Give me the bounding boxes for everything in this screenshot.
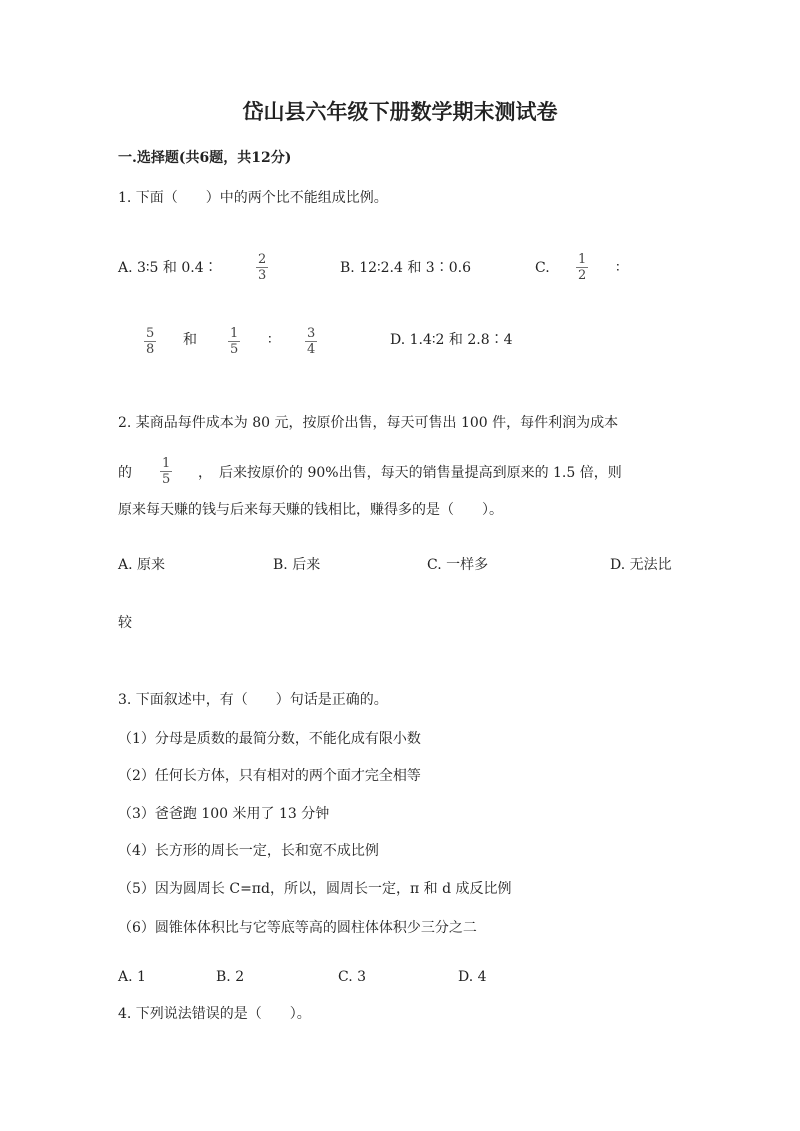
fraction: [256, 252, 268, 283]
denominator: 3: [258, 268, 267, 283]
numerator: 1: [578, 252, 587, 267]
statement-item: （2）任何长方体，只有相对的两个面才完全相等: [118, 768, 421, 784]
q3-option-c: C. 3: [338, 969, 367, 985]
numerator: 1: [230, 326, 239, 341]
q2-option-b: B. 后来: [273, 557, 321, 573]
statement-item: （3）爸爸跑 100 米用了 13 分钟: [118, 806, 330, 822]
q1-option-a: A. 3∶5 和 0.4∶: [118, 260, 218, 276]
colon: ∶: [616, 260, 620, 276]
numerator: 5: [146, 326, 155, 341]
question-1-stem: 1. 下面（ ）中的两个比不能组成比例。: [118, 190, 388, 206]
fraction: [228, 326, 240, 357]
numerator: 3: [307, 326, 316, 341]
fraction: [576, 252, 588, 283]
statement-item: （6）圆锥体体积比与它等底等高的圆柱体体积少三分之二: [118, 920, 477, 936]
q3-option-b: B. 2: [216, 969, 245, 985]
question-2-line-2-prefix: 的: [118, 465, 132, 481]
q1-option-c: C.: [535, 260, 550, 276]
q1-option-b: B. 12∶2.4 和 3∶0.6: [340, 260, 471, 276]
denominator: 2: [578, 268, 587, 283]
question-2-line-1: 2. 某商品每件成本为 80 元，按原价出售，每天可售出 100 件，每件利润为成本: [118, 415, 619, 431]
fraction: [305, 326, 317, 357]
q3-option-a: A. 1: [118, 969, 146, 985]
question-2-line-3: 原来每天赚的钱与后来每天赚的钱相比，赚得多的是（ ）。: [118, 502, 503, 518]
denominator: 5: [162, 472, 171, 487]
denominator: 8: [146, 342, 155, 357]
q3-option-d: D. 4: [458, 969, 487, 985]
q2-option-d: D. 无法比: [610, 557, 672, 573]
statement-item: （1）分母是质数的最简分数，不能化成有限小数: [118, 731, 421, 747]
section-heading: 一.选择题(共6题，共12分): [118, 150, 292, 166]
q2-option-a: A. 原来: [118, 557, 166, 573]
q2-option-d-continued: 较: [118, 615, 132, 631]
numerator: 2: [258, 252, 267, 267]
numerator: 1: [162, 456, 171, 471]
q1-option-d: D. 1.4∶2 和 2.8∶4: [390, 332, 513, 348]
denominator: 4: [307, 342, 316, 357]
question-3-stem: 3. 下面叙述中，有（ ）句话是正确的。: [118, 692, 388, 708]
and-text: 和: [183, 332, 197, 348]
fraction: [144, 326, 156, 357]
question-2-line-2: ， 后来按原价的 90%出售，每天的销售量提高到原来的 1.5 倍，则: [198, 465, 622, 481]
denominator: 5: [230, 342, 239, 357]
colon: ∶: [268, 332, 272, 348]
statement-item: （5）因为圆周长 C=πd，所以，圆周长一定，π 和 d 成反比例: [118, 881, 512, 897]
fraction: [160, 456, 172, 487]
page-title: 岱山县六年级下册数学期末测试卷: [242, 99, 558, 124]
question-4-stem: 4. 下列说法错误的是（ ）。: [118, 1006, 311, 1022]
q2-option-c: C. 一样多: [427, 557, 489, 573]
statement-item: （4）长方形的周长一定，长和宽不成比例: [118, 843, 379, 859]
